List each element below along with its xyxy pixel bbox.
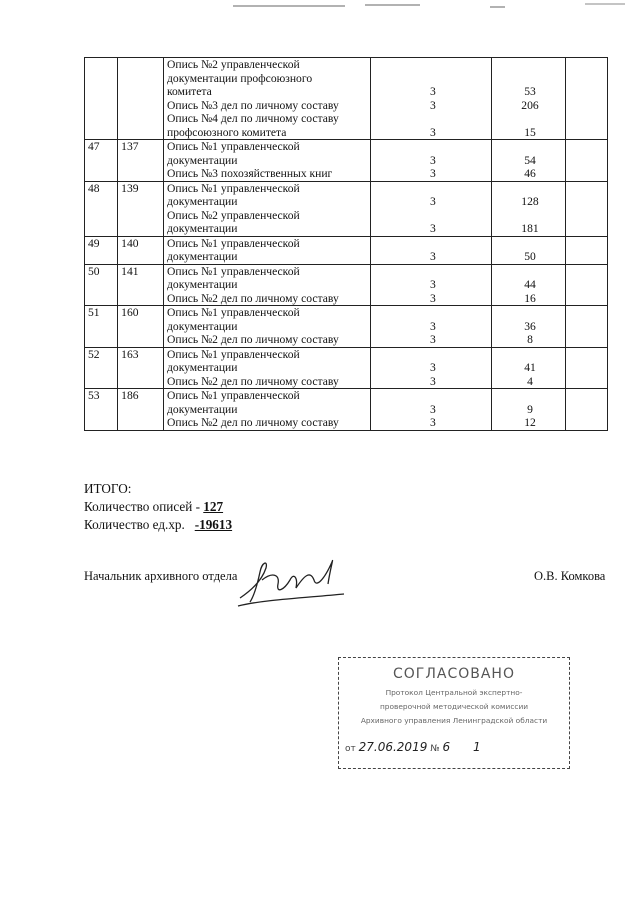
fund-number-cell [118,264,164,306]
handwritten-signature [232,550,352,610]
stamp-line-1: Протокол Центральной экспертно- [385,688,523,697]
inventory-description-line: Опись №3 похозяйственных книг [167,167,333,180]
count-value: 3 [429,333,436,346]
units-label: Количество ед.хр. [84,517,185,532]
count-value: 3 [429,125,436,139]
count-value: 3 [429,195,436,208]
row-number [88,58,117,72]
stamp-number: 6 [442,740,451,754]
fund-number-cell [118,58,164,140]
fund-number: 139 [121,181,139,195]
table-row [85,389,608,431]
table-row [85,58,608,140]
inventory-description-line: Опись №2 дел по личному составу [167,291,339,305]
empty-cell [565,236,607,264]
fund-number-cell [118,140,164,182]
units-total-line [84,516,232,534]
count-value: 3 [429,319,436,333]
count-cell [371,306,492,348]
units-value: 46 [524,167,536,180]
inventory-description-line: Опись №2 дел по личному составу [167,374,339,388]
fund-number: 163 [121,347,139,361]
stamp-number-prefix: № [430,744,440,754]
inventory-description-line: Опись №1 управленческой [167,181,300,195]
count-value: 3 [429,402,436,416]
inventory-description-line: документации [167,402,238,416]
inventory-description-cell [164,306,371,348]
units-value: 128 [521,195,539,208]
table-row [85,236,608,264]
units-value: 54 [524,153,536,167]
units-value: 181 [521,222,539,235]
fund-number: 137 [121,140,139,153]
units-cell [492,140,566,182]
row-number: 53 [88,389,100,402]
inventory-description-line: документации профсоюзного [167,71,313,85]
units-cell [492,389,566,431]
table-row [85,306,608,348]
count-value: 3 [429,250,436,263]
inventory-description-cell [164,140,371,182]
empty-cell [565,58,607,140]
row-number: 51 [88,306,100,319]
row-number-cell [85,58,118,140]
inventory-description-cell [164,264,371,306]
units-value: 36 [524,319,536,333]
units-value: 9 [527,402,533,416]
count-cell [371,58,492,140]
units-value: 44 [524,278,536,291]
table-row [85,264,608,306]
units-value: 41 [524,361,536,374]
inventory-description-line: документации [167,153,238,167]
inventories-value: 127 [203,499,224,514]
count-value: 3 [429,222,436,235]
inventory-description-line: документации [167,250,238,263]
inventory-description-line: профсоюзного комитета [167,125,287,139]
units-value: -19613 [194,517,233,532]
totals-heading: ИТОГО: [84,481,132,496]
stamp-date: 27.06.2019 [358,740,428,754]
units-value: 12 [524,416,536,429]
units-value: 15 [524,125,536,139]
count-cell [371,389,492,431]
table-row [85,347,608,389]
inventory-description-line: документации [167,222,238,235]
units-value: 16 [524,291,536,305]
fund-number: 141 [121,264,139,278]
inventory-description-line: Опись №1 управленческой [167,140,300,153]
row-number-cell [85,306,118,348]
fund-number: 140 [121,236,139,250]
approval-stamp [338,657,570,769]
inventory-description-line: Опись №4 дел по личному составу [167,112,339,125]
inventory-description-line: документации [167,195,238,208]
count-cell [371,347,492,389]
inventory-description-cell [164,181,371,236]
empty-cell [565,264,607,306]
inventory-description-cell [164,347,371,389]
row-number: 48 [88,181,100,195]
row-number-cell [85,236,118,264]
units-value: 4 [527,374,533,388]
count-cell [371,264,492,306]
units-cell [492,264,566,306]
inventories-label: Количество описей - [84,499,200,514]
row-number-cell [85,140,118,182]
signatory-position: Начальник архивного отдела [84,569,238,583]
inventory-description-line: документации [167,361,238,374]
inventory-description-cell [164,58,371,140]
fund-number [121,58,163,72]
count-value: 3 [429,153,436,167]
empty-cell [565,140,607,182]
inventory-description-line: Опись №2 дел по личному составу [167,416,339,429]
fund-number-cell [118,236,164,264]
units-cell [492,181,566,236]
units-value: 53 [524,85,536,98]
empty-cell [565,347,607,389]
inventory-description-cell [164,389,371,431]
fund-number: 186 [121,389,139,402]
row-number: 49 [88,236,100,250]
table-row [85,181,608,236]
stamp-line-3: Архивного управления Ленинградской области [360,716,548,725]
fund-number-cell [118,347,164,389]
inventory-description-line: комитета [167,85,212,98]
empty-cell [565,389,607,431]
row-number-cell [85,389,118,431]
fund-number-cell [118,306,164,348]
stamp-date-prefix: от [345,744,356,754]
inventory-description-line: Опись №1 управленческой [167,236,300,250]
signatory-name: О.В. Комкова [534,569,606,583]
stamp-line-2: проверочной методической комиссии [379,702,529,711]
units-cell [492,306,566,348]
count-value: 3 [429,98,436,112]
inventory-description-line: Опись №3 дел по личному составу [167,98,339,112]
inventory-description-line: Опись №1 управленческой [167,347,300,361]
units-cell [492,347,566,389]
inventory-description-line: Опись №1 управленческой [167,389,300,402]
fund-number-cell [118,389,164,431]
count-value: 3 [429,416,436,429]
table-row [85,140,608,182]
inventory-description-line: документации [167,319,238,333]
totals-block [84,480,232,534]
inventories-total-line [84,498,232,516]
units-cell [492,236,566,264]
row-number-cell [85,264,118,306]
fund-number: 160 [121,306,139,319]
inventory-table [84,57,608,431]
units-value: 206 [521,98,539,112]
count-value: 3 [429,374,436,388]
empty-cell [565,181,607,236]
count-cell [371,181,492,236]
row-number: 52 [88,347,100,361]
count-value: 3 [429,361,436,374]
stamp-date-line [345,740,481,754]
empty-cell [565,306,607,348]
inventory-description-cell [164,236,371,264]
inventory-description-line: Опись №2 управленческой [167,58,300,71]
row-number-cell [85,347,118,389]
inventory-description-line: Опись №1 управленческой [167,306,300,319]
count-value: 3 [429,85,436,98]
inventory-description-line: документации [167,278,238,291]
count-value: 3 [429,278,436,291]
inventory-description-line: Опись №2 управленческой [167,208,300,222]
stamp-title: СОГЛАСОВАНО [393,666,515,682]
inventory-description-line: Опись №1 управленческой [167,264,300,278]
row-number: 47 [88,140,100,153]
count-cell [371,236,492,264]
stamp-extra-number: 1 [473,740,481,754]
units-cell [492,58,566,140]
inventory-description-line: Опись №2 дел по личному составу [167,333,339,346]
count-cell [371,140,492,182]
page-edge-marks [0,0,640,14]
row-number-cell [85,181,118,236]
units-value: 8 [527,333,533,346]
count-value: 3 [429,167,436,180]
units-value: 50 [524,250,536,263]
fund-number-cell [118,181,164,236]
count-value: 3 [429,291,436,305]
row-number: 50 [88,264,100,278]
